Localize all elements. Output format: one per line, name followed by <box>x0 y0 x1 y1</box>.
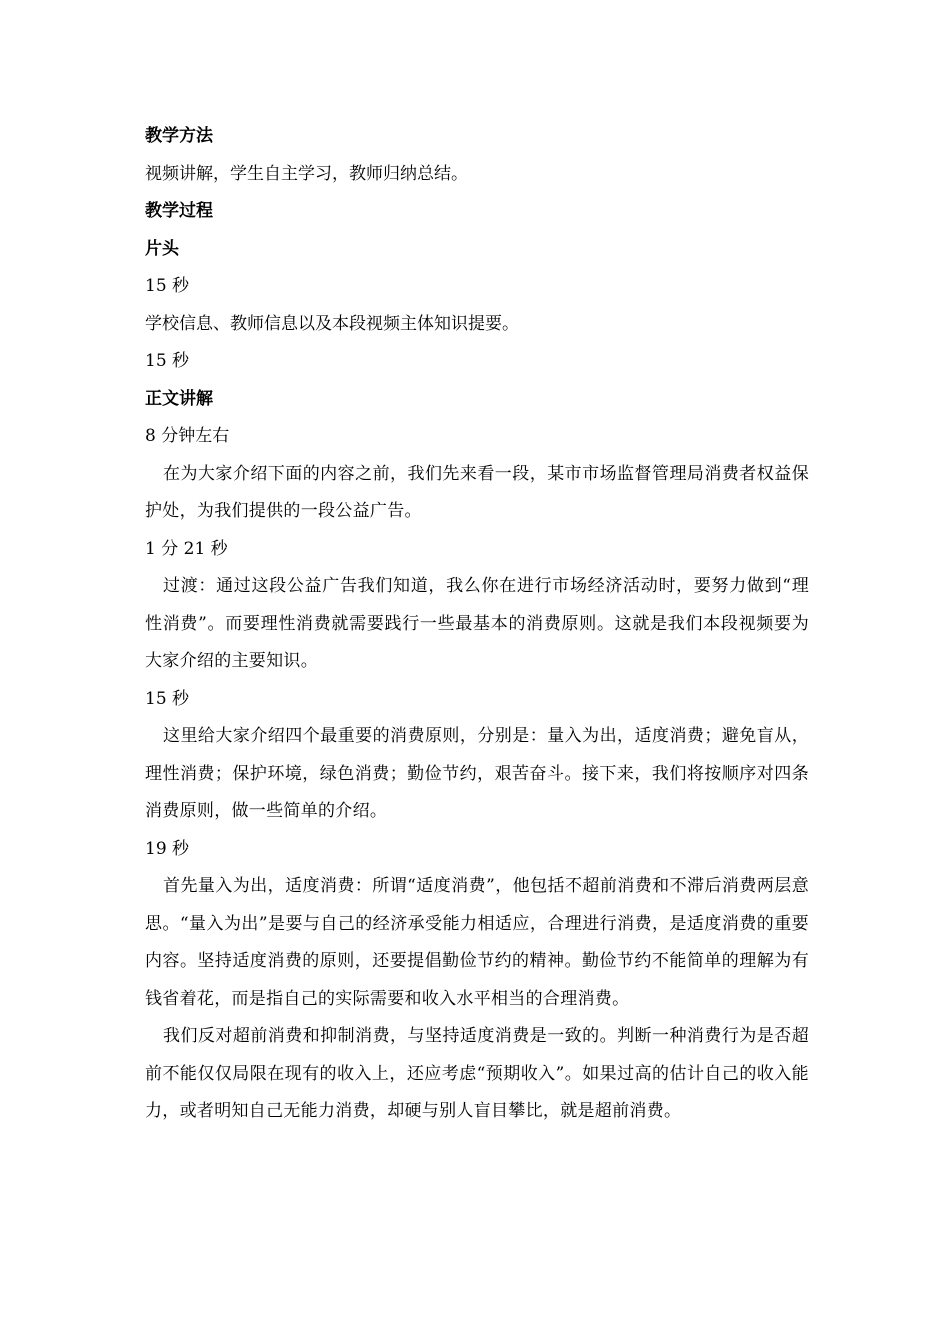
body-paragraph: 过渡：通过这段公益广告我们知道，我么你在进行市场经济活动时，要努力做到“理性消费”。而要理性消费就需要践行一些最基本的消费原则。这就是我们本段视频要为大家介绍的主要知识。 <box>145 576 809 671</box>
body-paragraph: 在为大家介绍下面的内容之前，我们先来看一段，某市市场监督管理局消费者权益保护处，为我们提供的一段公益广告。 <box>145 463 809 521</box>
heading-intro: 片头 <box>145 238 179 259</box>
duration-label: 8 分钟左右 <box>145 426 230 446</box>
duration-label: 15 秒 <box>145 351 190 371</box>
duration-label: 15 秒 <box>145 688 190 709</box>
teaching-method-text: 视频讲解，学生自主学习，教师归纳总结。 <box>145 163 468 184</box>
body-paragraph: 我们反对超前消费和抑制消费，与坚持适度消费是一致的。判断一种消费行为是否超前不能仅仅局限在现有的收入上，还应考虑“预期收入”。如果过高的估计自己的收入能力，或者明知自己无能力消费，却硬与别人盲目攀比，就是超前消费。 <box>145 1026 809 1121</box>
heading-main-lecture: 正文讲解 <box>145 388 213 409</box>
body-paragraph: 首先量入为出，适度消费：所谓“适度消费”，他包括不超前消费和不滞后消费两层意思。“量入为出”是要与自己的经济承受能力相适应，合理进行消费，是适度消费的重要内容。坚持适度消费的原则，还要提倡勤俭节约的精神。勤俭节约不能简单的理解为有钱省着花，而是指自己的实际需要和收入水平相当的合理消费。 <box>145 876 809 1009</box>
duration-label: 19 秒 <box>145 838 190 859</box>
body-paragraph: 这里给大家介绍四个最重要的消费原则，分别是：量入为出，适度消费；避免盲从，理性消费；保护环境，绿色消费；勤俭节约，艰苦奋斗。接下来，我们将按顺序对四条消费原则，做一些简单的介绍。 <box>145 726 809 821</box>
document-body <box>145 118 809 1131</box>
heading-teaching-process: 教学过程 <box>145 201 213 221</box>
duration-label: 15 秒 <box>145 276 190 296</box>
intro-text: 学校信息、教师信息以及本段视频主体知识提要。 <box>145 313 519 334</box>
duration-label: 1 分 21 秒 <box>145 538 228 559</box>
heading-teaching-method: 教学方法 <box>145 126 213 146</box>
